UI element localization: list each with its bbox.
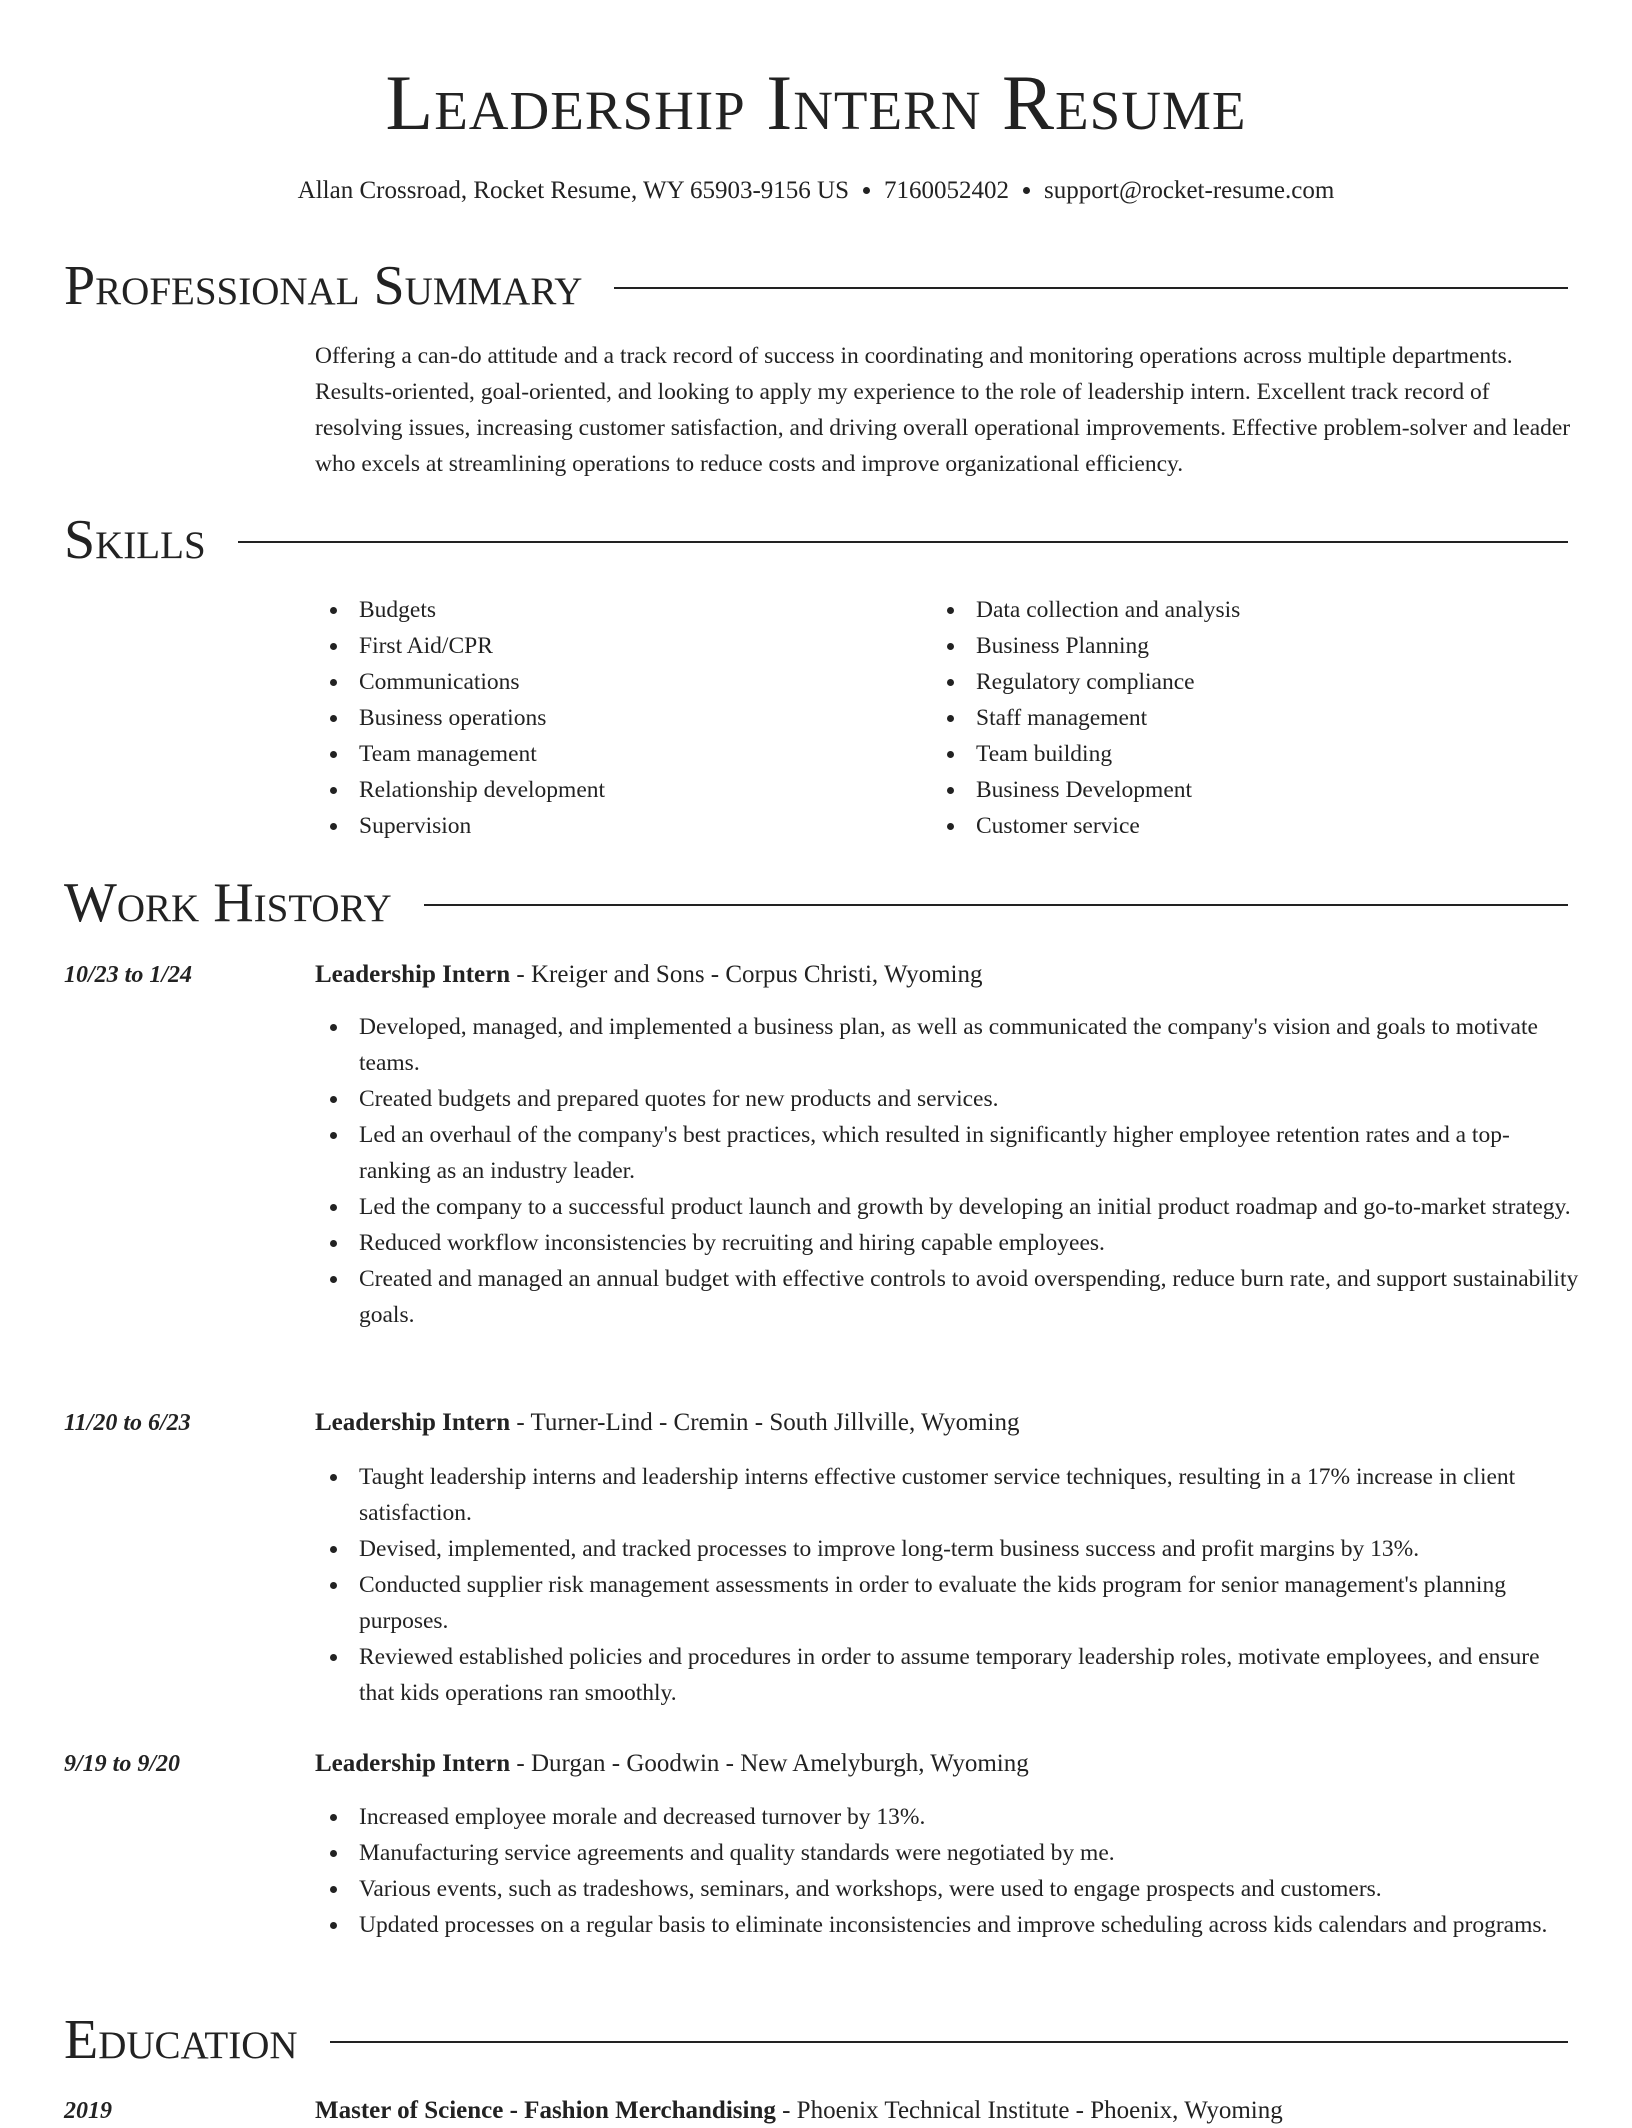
section-title: Skills <box>64 509 206 571</box>
skill-item: Communications <box>315 664 932 700</box>
skill-item: Business Development <box>932 772 1549 808</box>
job-heading <box>315 958 982 992</box>
section-divider <box>614 287 1568 289</box>
job-dates: 10/23 to 1/24 <box>64 962 193 988</box>
section-work-history <box>64 871 1568 935</box>
job-title: Leadership Intern <box>315 961 511 988</box>
job-heading <box>315 1747 1029 1781</box>
contact-line <box>0 174 1632 208</box>
section-divider <box>330 2041 1568 2043</box>
job-heading <box>315 1406 1019 1440</box>
job-bullets <box>315 1799 1580 1943</box>
job-bullet: Reviewed established policies and procedures in order to assume temporary leadership roles, motivate employees, and ensure that kids operations ran smoothly. <box>315 1639 1580 1711</box>
job-company: - Durgan - Goodwin - New Amelyburgh, Wyoming <box>510 1750 1029 1777</box>
job-bullet: Developed, managed, and implemented a business plan, as well as communicated the company's vision and goals to motivate teams. <box>315 1009 1580 1081</box>
skill-item: First Aid/CPR <box>315 628 932 664</box>
resume-name: Leadership Intern Resume <box>385 59 1247 146</box>
job-dates: 11/20 to 6/23 <box>64 1410 191 1436</box>
skill-item: Business Planning <box>932 628 1549 664</box>
summary-text: Offering a can-do attitude and a track record of success in coordinating and monitoring operations across multiple departments. Results-oriented, goal-oriented, and looking to apply my experience to the role of leadership intern. Excellent track record of resolving issues, increasing customer satisfaction, and driving overall operational improvements. Effective problem-solver and leader who excels at streamlining operations to reduce costs and improve organizational efficiency. <box>315 343 1571 477</box>
skill-item: Staff management <box>932 700 1549 736</box>
job-bullet: Created and managed an annual budget with effective controls to avoid overspending, reduce burn rate, and support sustainability goals. <box>315 1261 1580 1333</box>
skills-column-left <box>315 592 932 844</box>
skill-item: Team building <box>932 736 1549 772</box>
education-degree: Master of Science - Fashion Merchandising <box>315 2097 776 2124</box>
job-bullet: Manufacturing service agreements and quality standards were negotiated by me. <box>315 1835 1580 1871</box>
job-bullet: Led the company to a successful product launch and growth by developing an initial product roadmap and go-to-market strategy. <box>315 1189 1580 1225</box>
education-date: 2019 <box>64 2098 112 2124</box>
skill-item: Budgets <box>315 592 932 628</box>
separator-dot-icon <box>863 174 870 208</box>
job-bullet: Reduced workflow inconsistencies by recruiting and hiring capable employees. <box>315 1225 1580 1261</box>
education-heading <box>315 2094 1283 2128</box>
job-title: Leadership Intern <box>315 1750 511 1777</box>
skill-item: Regulatory compliance <box>932 664 1549 700</box>
job-bullet: Led an overhaul of the company's best practices, which resulted in significantly higher employee retention rates and a top-ranking as an industry leader. <box>315 1117 1580 1189</box>
job-company: - Kreiger and Sons - Corpus Christi, Wyoming <box>510 961 983 988</box>
contact-email: support@rocket-resume.com <box>1044 177 1335 204</box>
job-bullet: Updated processes on a regular basis to eliminate inconsistencies and improve scheduling across kids calendars and programs. <box>315 1907 1580 1943</box>
job-bullet: Increased employee morale and decreased turnover by 13%. <box>315 1799 1580 1835</box>
skills-list <box>315 592 1580 844</box>
skill-item: Data collection and analysis <box>932 592 1549 628</box>
skills-column-right <box>932 592 1549 844</box>
job-bullets <box>315 1459 1580 1711</box>
section-divider <box>424 904 1568 906</box>
skill-item: Supervision <box>315 808 932 844</box>
section-education <box>64 2008 1568 2072</box>
skill-item: Customer service <box>932 808 1549 844</box>
section-skills <box>64 508 1568 572</box>
section-professional-summary <box>64 254 1568 318</box>
job-bullets <box>315 1009 1580 1333</box>
skill-item: Team management <box>315 736 932 772</box>
job-bullet: Various events, such as tradeshows, seminars, and workshops, were used to engage prospects and customers. <box>315 1871 1580 1907</box>
job-dates: 9/19 to 9/20 <box>64 1751 181 1777</box>
separator-dot-icon <box>1023 174 1030 208</box>
section-title: Education <box>64 2009 298 2071</box>
section-divider <box>238 541 1568 543</box>
job-bullet: Taught leadership interns and leadership interns effective customer service techniques, resulting in a 17% increase in client satisfaction. <box>315 1459 1580 1531</box>
skill-item: Business operations <box>315 700 932 736</box>
education-school: - Phoenix Technical Institute - Phoenix, Wyoming <box>775 2097 1283 2124</box>
contact-address: Allan Crossroad, Rocket Resume, WY 65903-9156 US <box>297 177 850 204</box>
job-bullet: Devised, implemented, and tracked processes to improve long-term business success and profit margins by 13%. <box>315 1531 1580 1567</box>
section-title: Work History <box>64 872 392 934</box>
job-company: - Turner-Lind - Cremin - South Jillville, Wyoming <box>510 1409 1020 1436</box>
job-bullet: Created budgets and prepared quotes for new products and services. <box>315 1081 1580 1117</box>
job-bullet: Conducted supplier risk management assessments in order to evaluate the kids program for senior management's planning purposes. <box>315 1567 1580 1639</box>
job-title: Leadership Intern <box>315 1409 511 1436</box>
skill-item: Relationship development <box>315 772 932 808</box>
contact-phone: 7160052402 <box>884 177 1010 204</box>
section-title: Professional Summary <box>64 255 583 317</box>
